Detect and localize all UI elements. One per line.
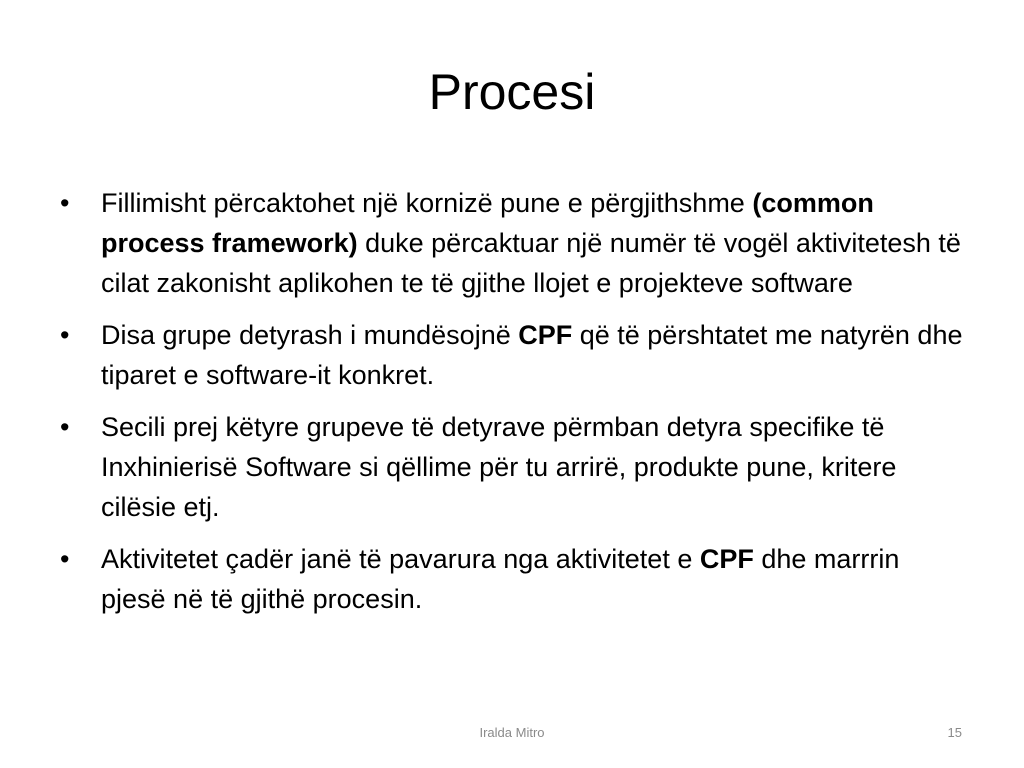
bullet-item [58,315,968,395]
bullet-segment: Disa grupe detyrash i mundësojnë [101,320,519,350]
footer-author: Iralda Mitro [479,725,545,740]
bullet-item [58,183,968,303]
bullet-marker: • [60,320,70,350]
bullet-list [58,183,968,631]
bullet-segment-bold: CPF [699,544,754,574]
bullet-text [101,188,961,298]
bullet-segment: dhe marrrin pjesë në të gjithë procesin. [101,544,900,614]
bullet-marker: • [60,544,70,574]
slide-number: 15 [947,725,962,740]
bullet-segment-bold: CPF [518,320,573,350]
bullet-segment: duke përcaktuar një numër të vogël aktivitetesh të cilat zakonisht aplikohen te të gjithe llojet e projekteve software [101,228,961,298]
bullet-marker: • [60,412,70,442]
bullet-segment: Fillimisht përcaktohet një kornizë pune e përgjithshme [101,188,753,218]
bullet-segment-bold: (common process framework) [101,188,874,258]
bullet-segment: Aktivitetet çadër janë të pavarura nga aktivitetet e [101,544,700,574]
bullet-text [101,544,899,614]
bullet-item [58,539,968,619]
bullet-segment: që të përshtatet me natyrën dhe tiparet e software-it konkret. [101,320,963,390]
bullet-item [58,407,968,527]
bullet-marker: • [60,188,70,218]
bullet-text [101,412,896,522]
slide-title: Procesi [428,64,596,120]
bullet-segment: Secili prej këtyre grupeve të detyrave përmban detyra specifike të Inxhinierisë Software si qëllime për tu arrirë, produkte pune, kritere cilësie etj. [101,412,897,522]
bullet-text [101,320,962,390]
